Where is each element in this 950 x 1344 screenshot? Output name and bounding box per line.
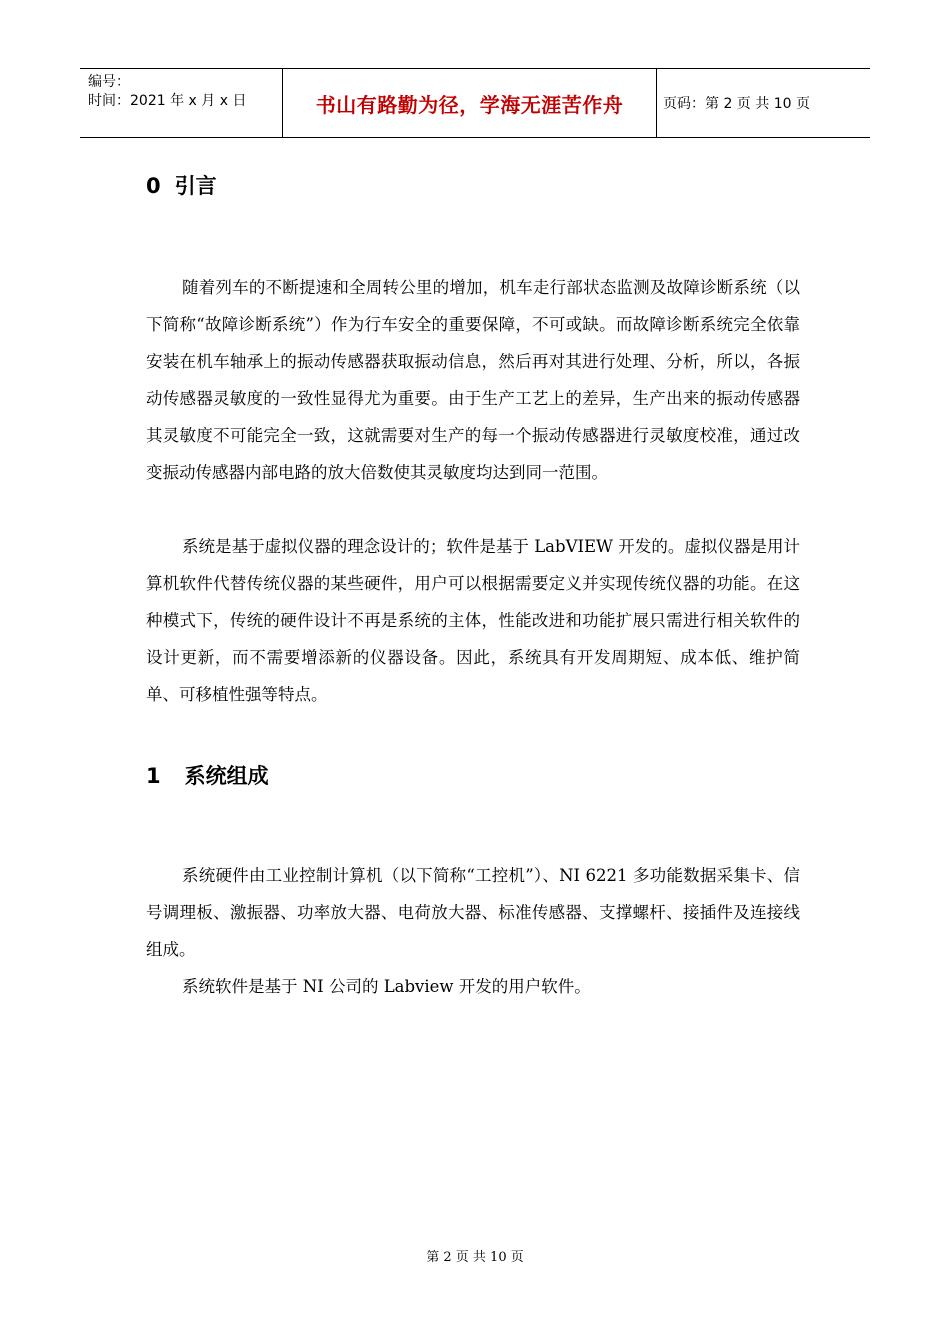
section-number: 0 [146, 174, 161, 198]
section-number: 1 [146, 764, 161, 788]
section-heading-intro [146, 170, 217, 200]
header-meta [80, 69, 282, 137]
section-title: 系统组成 [184, 764, 269, 788]
system-paragraph-1: 系统硬件由工业控制计算机（以下简称“工控机”）、NI 6221 多功能数据采集卡、信号调理板、激振器、功率放大器、电荷放大器、标准传感器、支撑螺杆、接插件及连接线组成。 [146, 866, 800, 959]
section-title: 引言 [174, 174, 217, 198]
page-header [80, 68, 870, 138]
section-heading-system [146, 760, 269, 790]
header-page-info: 页码：第 2 页 共 10 页 [663, 96, 810, 112]
document-number-label: 编号： [88, 74, 130, 90]
header-motto: 书山有路勤为径，学海无涯苦作舟 [282, 69, 657, 137]
system-paragraph-2: 系统软件是基于 NI 公司的 Labview 开发的用户软件。 [182, 977, 591, 996]
document-date: 时间：2021 年 x 月 x 日 [88, 93, 247, 109]
intro-paragraph-2: 系统是基于虚拟仪器的理念设计的；软件是基于 LabVIEW 开发的。虚拟仪器是用计算机软件代替传统仪器的某些硬件，用户可以根据需要定义并实现传统仪器的功能。在这种模式下，传统的硬件设计不再是系统的主体，性能改进和功能扩展只需进行相关软件的设计更新，而不需要增添新的仪器设备。因此，系统具有开发周期短、成本低、维护简单、可移植性强等特点。 [146, 537, 800, 704]
intro-paragraph-1: 随着列车的不断提速和全周转公里的增加，机车走行部状态监测及故障诊断系统（以下简称“故障诊断系统”）作为行车安全的重要保障，不可或缺。而故障诊断系统完全依靠安装在机车轴承上的振动传感器获取振动信息，然后再对其进行处理、分析，所以，各振动传感器灵敏度的一致性显得尤为重要。由于生产工艺上的差异，生产出来的振动传感器其灵敏度不可能完全一致，这就需要对生产的每一个振动传感器进行灵敏度校准，通过改变振动传感器内部电路的放大倍数使其灵敏度均达到同一范围。 [146, 278, 800, 482]
page-footer: 第 2 页 共 10 页 [426, 1250, 524, 1265]
